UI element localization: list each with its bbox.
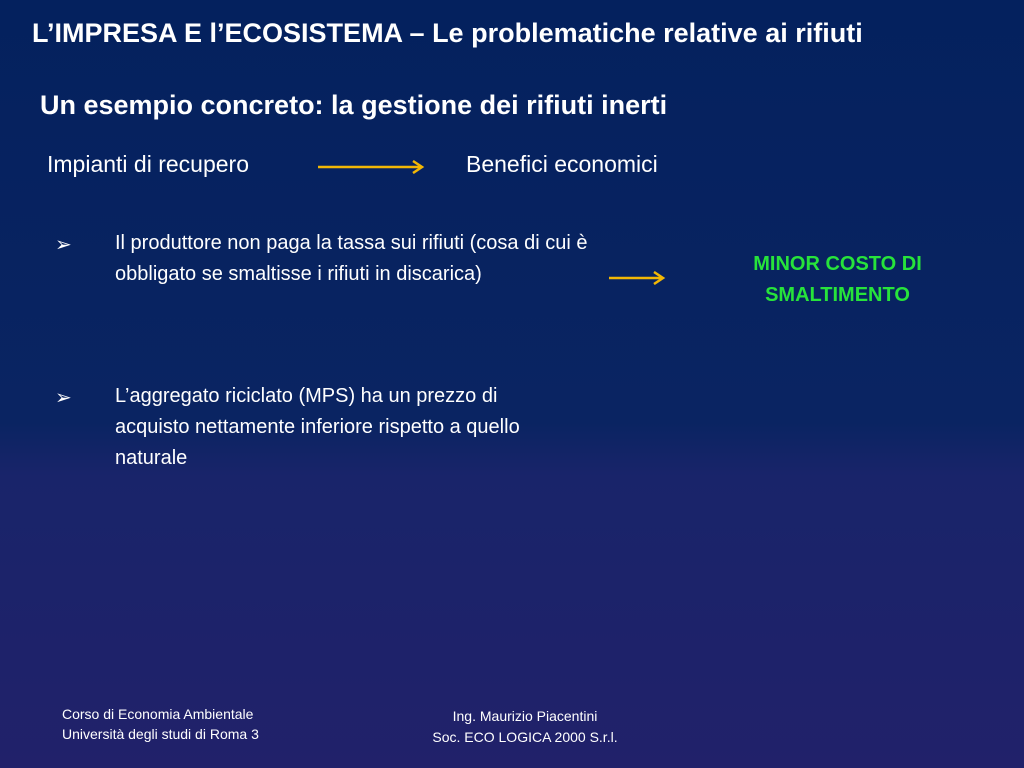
lower-disposal-cost-label: MINOR COSTO DI SMALTIMENTO: [753, 253, 922, 306]
bullet-arrow-icon: ➢: [55, 234, 72, 256]
economic-benefits-label: Benefici economici: [466, 151, 658, 177]
footer-author-info: [400, 706, 650, 748]
footer-course-info: [62, 704, 259, 744]
footer-company: Soc. ECO LOGICA 2000 S.r.l.: [432, 729, 618, 745]
recovery-plants-label: Impianti di recupero: [47, 151, 249, 177]
arrow-right-icon: [609, 271, 667, 285]
bullet-arrow-icon: ➢: [55, 387, 72, 409]
footer-university: Università degli studi di Roma 3: [62, 726, 259, 742]
bullet-item-text: L’aggregato riciclato (MPS) ha un prezzo di acquisto nettamente inferiore rispetto a quello naturale: [115, 385, 520, 469]
bullet-item-text: Il produttore non paga la tassa sui rifiuti (cosa di cui è obbligato se smaltisse i rifiuti in discarica): [115, 232, 588, 285]
slide-subtitle: Un esempio concreto: la gestione dei rifiuti inerti: [40, 90, 668, 120]
footer-author-name: Ing. Maurizio Piacentini: [452, 708, 598, 724]
slide-title: L’IMPRESA E l’ECOSISTEMA – Le problematiche relative ai rifiuti: [32, 18, 863, 48]
arrow-right-icon: [318, 160, 426, 174]
footer-course-name: Corso di Economia Ambientale: [62, 706, 254, 722]
